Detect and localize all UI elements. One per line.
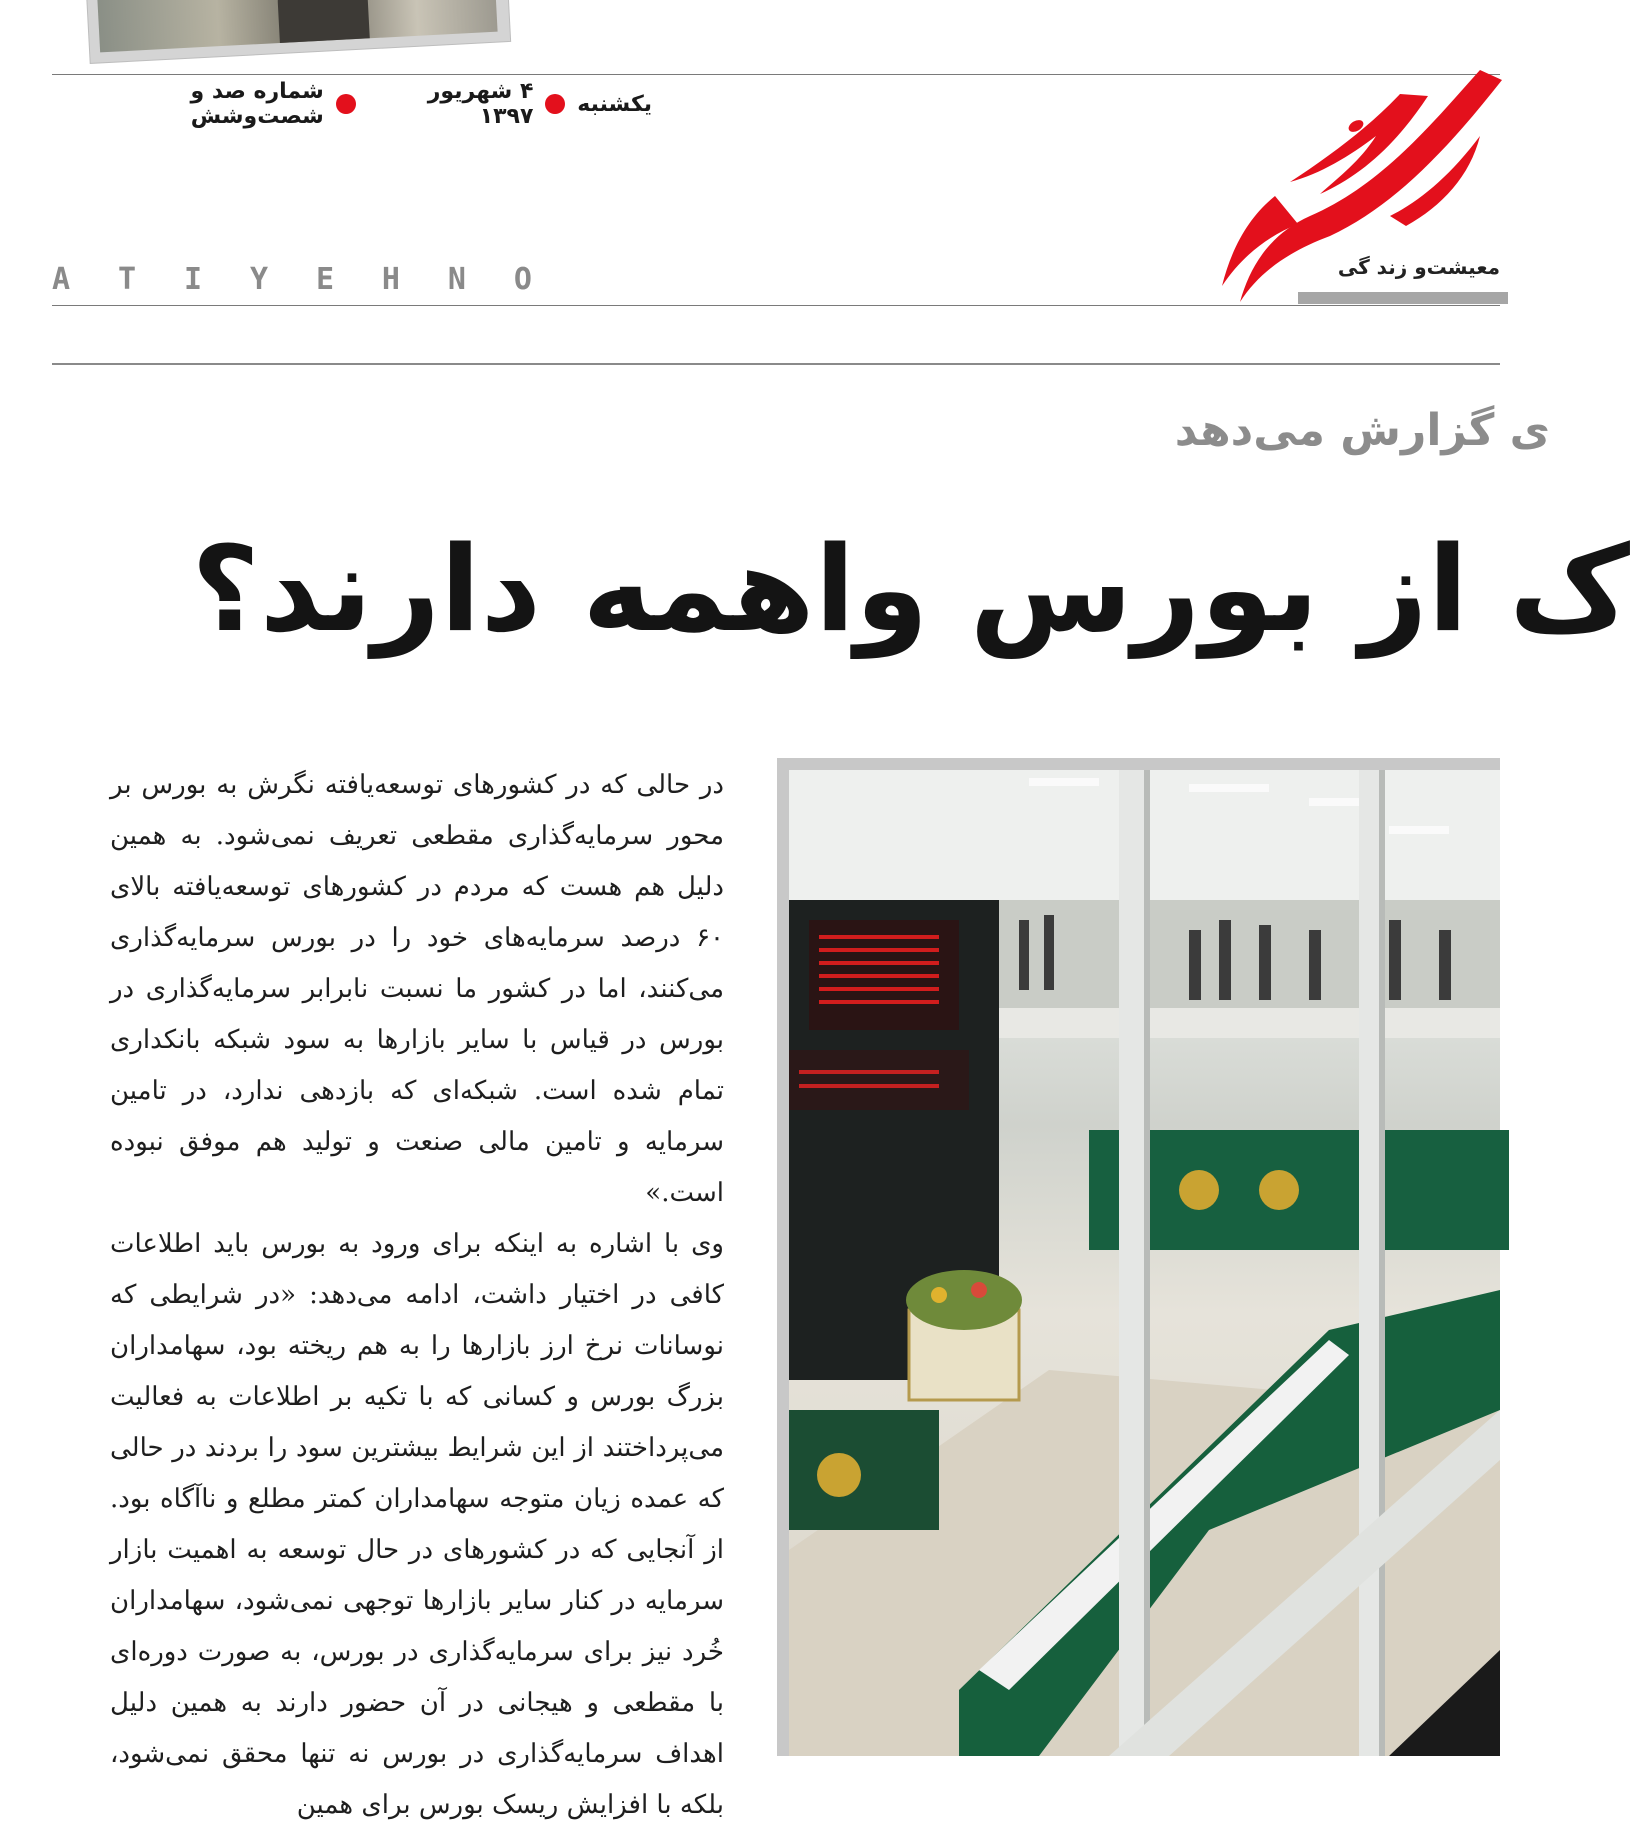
latin-letter: N [447, 262, 466, 297]
latin-letter: Y [249, 262, 269, 297]
article-paragraph: وی با اشاره به اینکه برای ورود به بورس باید اطلاعات کافی در اختیار داشت، ادامه می‌دهد: «در شرایطی که نوسانات نرخ ارز بازارها را به هم ریخته بود، سهامداران بزرگ بورس و کسانی که با تکیه بر اطلاعات به فعالیت می‌پرداختند از این شرایط بیشترین سود را بردند در حالی که عمده زیان متوجه سهامداران کمتر مطلع و ناآگاه بود. از آنجایی که در کشورهای در حال توسعه به اهمیت بازار سرمایه در کنار سایر بازارها توجهی نمی‌شود، سهامداران خُرد نیز برای سرمایه‌گذاری در بورس، به صورت دوره‌ای با مقطعی و هیجانی در آن حضور دارند به همین دلیل اهداف سرمایه‌گذاری در بورس نه تنها محقق نمی‌شود، بلکه با افزایش ریسک بورس برای همین [110, 1229, 724, 1820]
latin-letter: H [381, 262, 400, 297]
latin-letter: I [183, 262, 203, 297]
latin-letter: O [513, 262, 532, 297]
dateline-weekday: یکشنبه [577, 91, 652, 117]
article-headline: ک از بورس واهمه دارند؟ [191, 520, 1630, 658]
latin-letter: T [117, 262, 137, 297]
dateline-date: ۴ شهریور ۱۳۹۷ [427, 79, 534, 129]
stock-exchange-photo [789, 770, 1500, 1756]
section-rule [52, 363, 1500, 365]
dateline-issue: شماره صد و شصت‌وشش [190, 79, 324, 129]
latin-letter: E [315, 262, 334, 297]
red-dot-icon [336, 94, 356, 114]
article-paragraph: در حالی که در کشورهای توسعه‌یافته نگرش به بورس بر محور سرمایه‌گذاری مقطعی تعریف نمی‌شود. به همین دلیل هم هست که مردم در کشورهای توسعه‌یافته بالای ۶۰ درصد سرمایه‌های خود را در بورس سرمایه‌گذاری می‌کنند، اما در کشور ما نسبت نابرابر سرمایه‌گذاری در بورس در قیاس با سایر بازارها به سود شبکه بانکداری تمام شده است. شبکه‌ای که بازدهی ندارد، در تامین سرمایه و تامین مالی صنعت و تولید هم موفق نبوده است.» [110, 770, 724, 1208]
top-photo-fragment [86, 0, 510, 63]
dateline [52, 79, 652, 129]
article-photo-frame [777, 758, 1500, 1756]
article-body [110, 760, 724, 1820]
header-rule-bottom [52, 305, 1500, 306]
latin-letter: A [52, 262, 71, 297]
red-dot-icon [545, 94, 565, 114]
masthead-tagline: معیشت‌و زند گی [1337, 255, 1500, 279]
logo-underline-bar [1298, 292, 1508, 304]
article-kicker: ی گزارش می‌دهد [1174, 405, 1550, 456]
latin-letter-row [52, 262, 532, 298]
